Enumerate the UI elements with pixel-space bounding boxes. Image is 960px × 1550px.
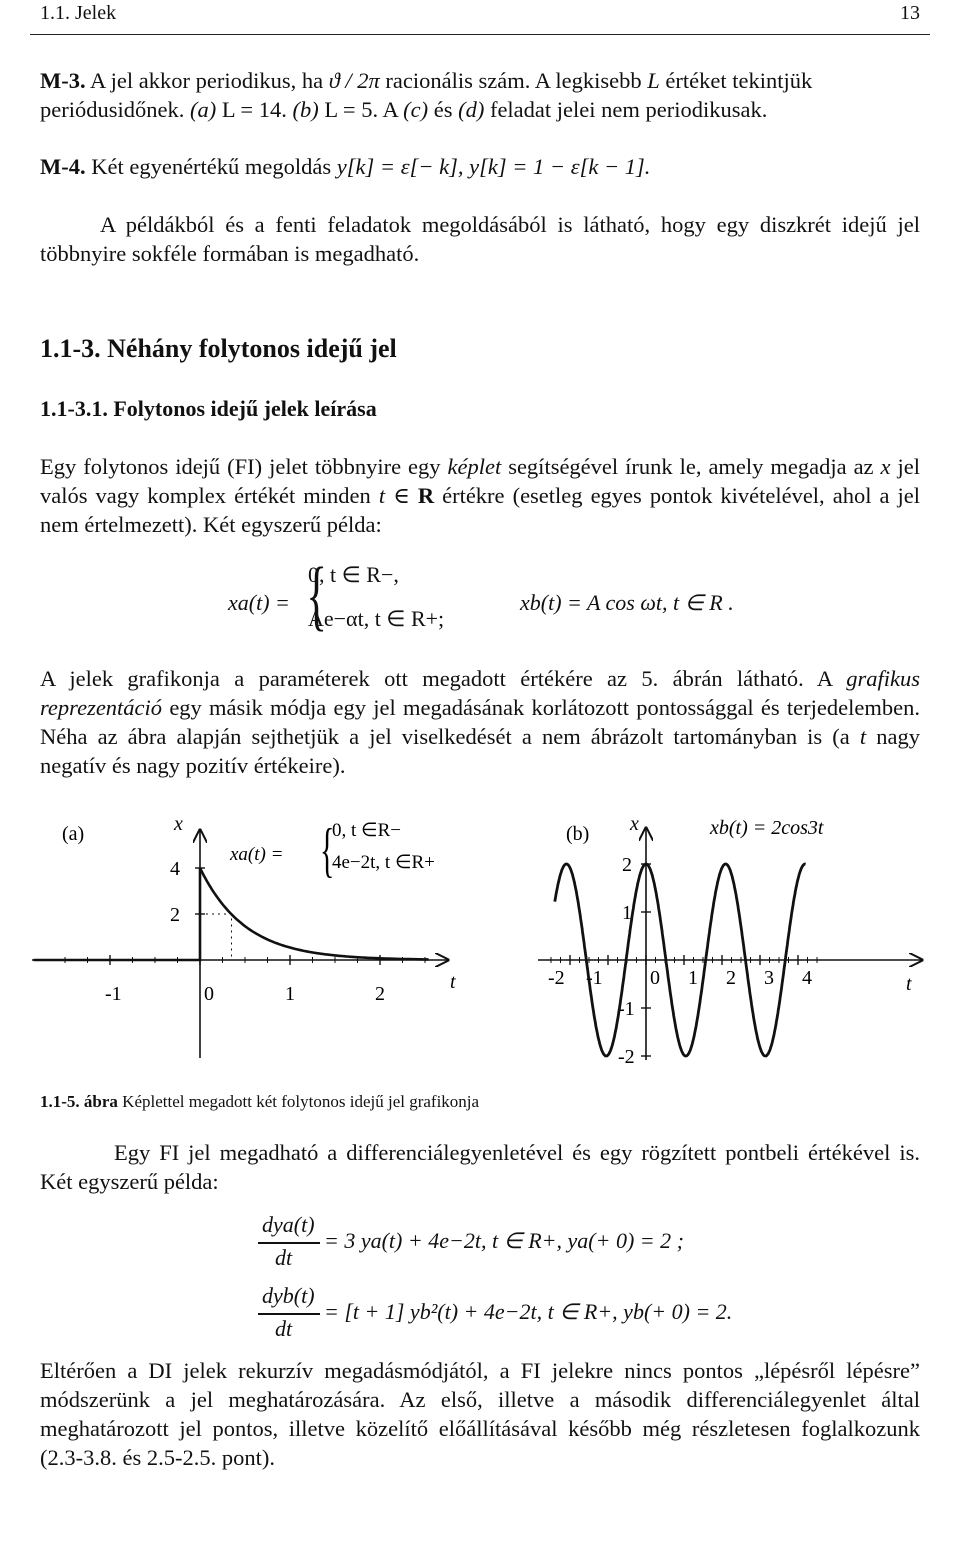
eq2-rhs2: = [t + 1] yb²(t) + 4e−2t, t ∈ R+, yb(+ 0) = 2.: [324, 1299, 733, 1324]
chart-b-y-tick-label: 2: [622, 854, 632, 876]
chart-b-x-tick-label: 1: [688, 967, 698, 989]
section-heading-1-1-3: 1.1-3. Néhány folytonos idejű jel: [40, 334, 397, 363]
eq2-den2: dt: [275, 1316, 293, 1341]
paragraph-1: A példákból és a fenti feladatok megoldásából is látható, hogy egy diszkrét idejű jel többnyire sokféle formában is megadható.: [40, 212, 920, 266]
chart-b-x-tick-label: 4: [802, 967, 812, 989]
chart-b-x-tick-label: 2: [726, 967, 736, 989]
eq2-den1: dt: [275, 1245, 293, 1270]
page-number: 13: [900, 2, 920, 24]
chart-b-x-tick-label: -2: [548, 967, 565, 989]
subsection-heading-1-1-3-1: 1.1-3.1. Folytonos idejű jelek leírása: [40, 396, 377, 421]
figure-1-1-5: [0, 790, 960, 1090]
chart-a-y-tick-label: 2: [170, 904, 180, 926]
chart-b-y-tick-label: 1: [622, 902, 632, 924]
chart-a-formula-brace: {: [320, 818, 335, 884]
eq2-num1: dya(t): [262, 1212, 315, 1237]
eq1-lhs: xa(t) =: [228, 590, 290, 615]
paragraph-2: Egy folytonos idejű (FI) jelet többnyire egy képlet segítségével írunk le, amely megadja az x jel valós vagy komplex értékét minden t ∈ R értékre (esetleg egyes pontok kivételével, ahol a jel nem értelmezett). Két egyszerű példa:: [40, 454, 920, 537]
eq2-fraction-bar-1: [258, 1242, 320, 1244]
running-header: 1.1. Jelek: [40, 2, 117, 24]
chart-a-guide-lines: [200, 914, 232, 960]
chart-b-x-tick-label: 3: [764, 967, 774, 989]
eq1-brace: {: [306, 551, 328, 638]
chart-b-y-label: x: [630, 813, 639, 835]
chart-a-formula-case2: 4e−2t, t ∈R+: [332, 852, 435, 873]
paragraph-3: A jelek grafikonja a paraméterek ott megadott értékére az 5. ábrán látható. A grafikus reprezentáció egy másik módja egy jel megadásának korlátozott pontossággal és terjedelemben. Néha az ábra alapján sejthetjük a jel viselkedését a nem ábrázolt tartományban is (a t nagy negatív és nagy pozitív értékeire).: [40, 666, 920, 778]
eq2-num2: dyb(t): [262, 1283, 315, 1308]
chart-a-x-tick-label: 2: [375, 983, 385, 1005]
eq2-rhs1: = 3 ya(t) + 4e−2t, t ∈ R+, ya(+ 0) = 2 ;: [324, 1228, 684, 1253]
chart-a-x-label: t: [450, 971, 456, 993]
paragraph-4: Egy FI jel megadható a differenciálegyenletével és egy rögzített pontbeli értékével is. Két egyszerű példa:: [40, 1140, 920, 1194]
chart-b-y-tick-label: -2: [618, 1046, 635, 1068]
chart-a-y-label: x: [174, 813, 183, 835]
chart-a-x-tick-label: 0: [204, 983, 214, 1005]
chart-a-formula-case1: 0, t ∈R−: [332, 820, 401, 841]
chart-b-x-tick-label: 0: [650, 967, 660, 989]
chart-a-x-tick-label: -1: [105, 983, 122, 1005]
figure-caption: 1.1-5. ábra Képlettel megadott két folytonos idejű jel grafikonja: [40, 1092, 480, 1111]
chart-b-label: (b): [566, 823, 590, 845]
chart-a-series-line: [200, 868, 429, 959]
eq1-case2: Ae−αt, t ∈ R+;: [308, 606, 445, 631]
answer-m4: M-4. Két egyenértékű megoldás y[k] = ε[− k], y[k] = 1 − ε[k − 1].: [40, 154, 651, 179]
chart-a-x-tick-label: 1: [285, 983, 295, 1005]
chart-b-x-tick-label: -1: [586, 967, 603, 989]
chart-a-y-tick-label: 4: [170, 858, 180, 880]
eq1-case1: 0, t ∈ R−,: [308, 562, 399, 587]
header-rule: [30, 34, 930, 35]
chart-a-label: (a): [62, 823, 85, 845]
eq1-rhs: xb(t) = A cos ωt, t ∈ R .: [520, 590, 734, 615]
chart-a-formula-lhs: xa(t) =: [230, 844, 284, 865]
chart-b-y-tick-label: -1: [618, 998, 635, 1020]
paragraph-5: Eltérően a DI jelek rekurzív megadásmódjától, a FI jelekre nincs pontos „lépésről lépésre” módszerünk a jel meghatározására. Az első, illetve a második differenciálegyenlet által meghatározott jel pontos, illetve közelítő előállításával később még részletesen foglalkozunk (2.3-3.8. és 2.5-2.5. pont).: [40, 1358, 920, 1470]
chart-a: [32, 813, 456, 1058]
answer-m3: M-3. A jel akkor periodikus, ha ϑ / 2π racionális szám. A legkisebb L értéket tekintjük periódusidőnek. (a) L = 14. (b) L = 5. A (c) és (d) feladat jelei nem periodikusak.: [40, 68, 813, 122]
chart-b-formula: xb(t) = 2cos3t: [710, 817, 824, 839]
eq2-fraction-bar-2: [258, 1313, 320, 1315]
chart-b-x-label: t: [906, 973, 912, 995]
chart-b: [538, 813, 922, 1068]
